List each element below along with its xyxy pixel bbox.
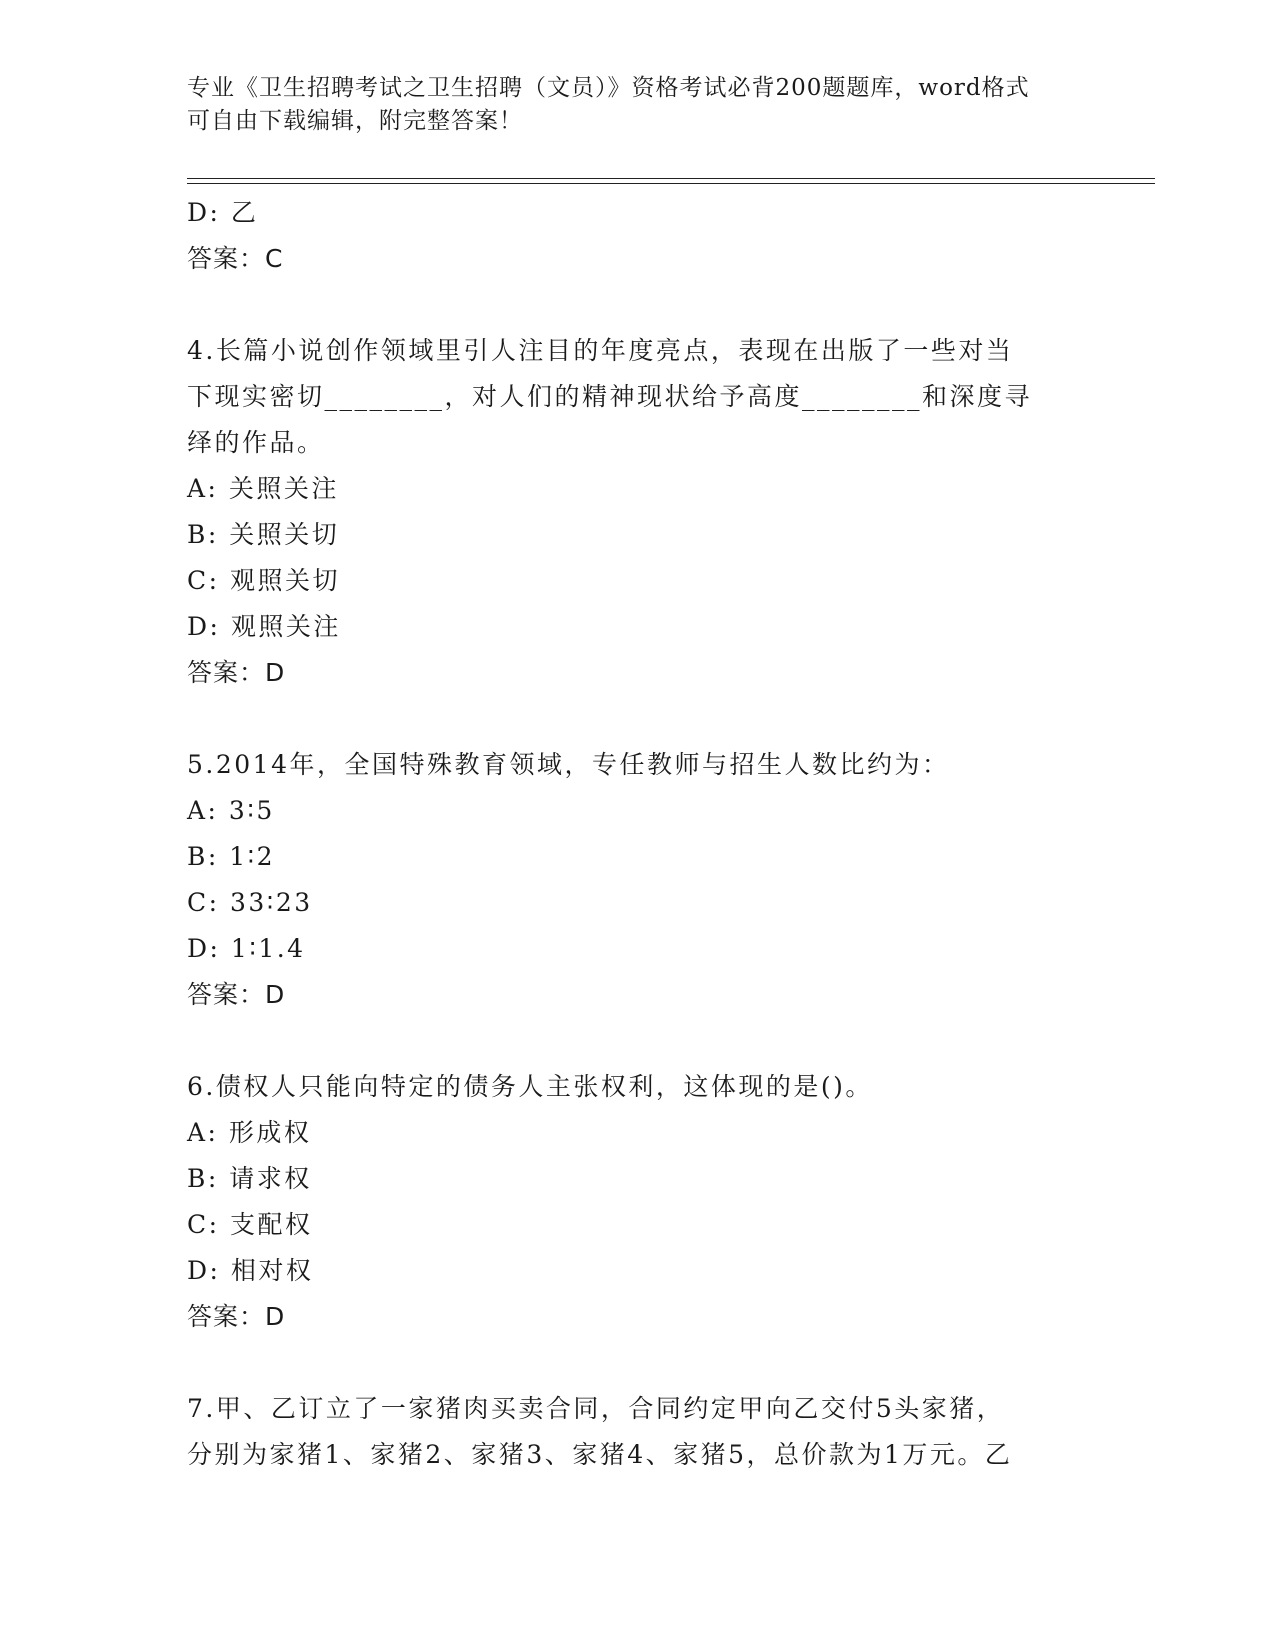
header-divider-bottom [187, 183, 1155, 184]
question-5-option-a: A: 3∶5 [187, 796, 275, 825]
question-5 [187, 742, 1087, 1018]
question-5-option-b: B: 1∶2 [187, 842, 276, 871]
question-4-answer: 答案：D [187, 658, 286, 687]
question-6-answer: 答案：D [187, 1302, 286, 1331]
document-header [187, 72, 1067, 138]
header-title-line-2: 可自由下载编辑，附完整答案！ [187, 108, 523, 134]
question-4-text-line-3: 绎的作品。 [187, 428, 325, 457]
question-4-text-line-1: 4.长篇小说创作领域里引人注目的年度亮点，表现在出版了一些对当 [187, 336, 1014, 365]
question-4-option-c: C: 观照关切 [187, 566, 340, 595]
question-4-text-line-2: 下现实密切________，对人们的精神现状给予高度________和深度寻 [187, 382, 1033, 411]
question-6-option-d: D: 相对权 [187, 1256, 314, 1285]
question-5-answer: 答案：D [187, 980, 286, 1009]
question-6-option-b: B: 请求权 [187, 1164, 312, 1193]
question-3 [187, 190, 1087, 282]
question-4 [187, 328, 1087, 696]
question-7 [187, 1386, 1087, 1478]
header-title-line-1: 专业《卫生招聘考试之卫生招聘（文员）》资格考试必背200题题库，word格式 [187, 75, 1030, 101]
question-spacer [187, 1018, 1087, 1064]
question-7-text-line-1: 7.甲、乙订立了一家猪肉买卖合同，合同约定甲向乙交付5头家猪， [187, 1394, 1005, 1423]
question-spacer [187, 1340, 1087, 1386]
question-7-text-line-2: 分别为家猪1、家猪2、家猪3、家猪4、家猪5，总价款为1万元。乙 [187, 1440, 1013, 1469]
question-spacer [187, 696, 1087, 742]
header-divider-top [187, 178, 1155, 179]
question-4-option-a: A: 关照关注 [187, 474, 339, 503]
question-5-text-line-1: 5.2014年，全国特殊教育领域，专任教师与招生人数比约为： [187, 750, 950, 779]
question-3-answer: 答案：C [187, 244, 284, 273]
question-6-option-c: C: 支配权 [187, 1210, 313, 1239]
question-4-option-d: D: 观照关注 [187, 612, 341, 641]
question-3-option-d: D: 乙 [187, 198, 259, 227]
question-5-option-d: D: 1∶1.4 [187, 934, 306, 963]
question-4-option-b: B: 关照关切 [187, 520, 340, 549]
question-6 [187, 1064, 1087, 1340]
document-body [187, 190, 1087, 1478]
question-5-option-c: C: 33∶23 [187, 888, 313, 917]
question-6-text-line-1: 6.债权人只能向特定的债务人主张权利，这体现的是()。 [187, 1072, 873, 1101]
question-spacer [187, 282, 1087, 328]
question-6-option-a: A: 形成权 [187, 1118, 312, 1147]
